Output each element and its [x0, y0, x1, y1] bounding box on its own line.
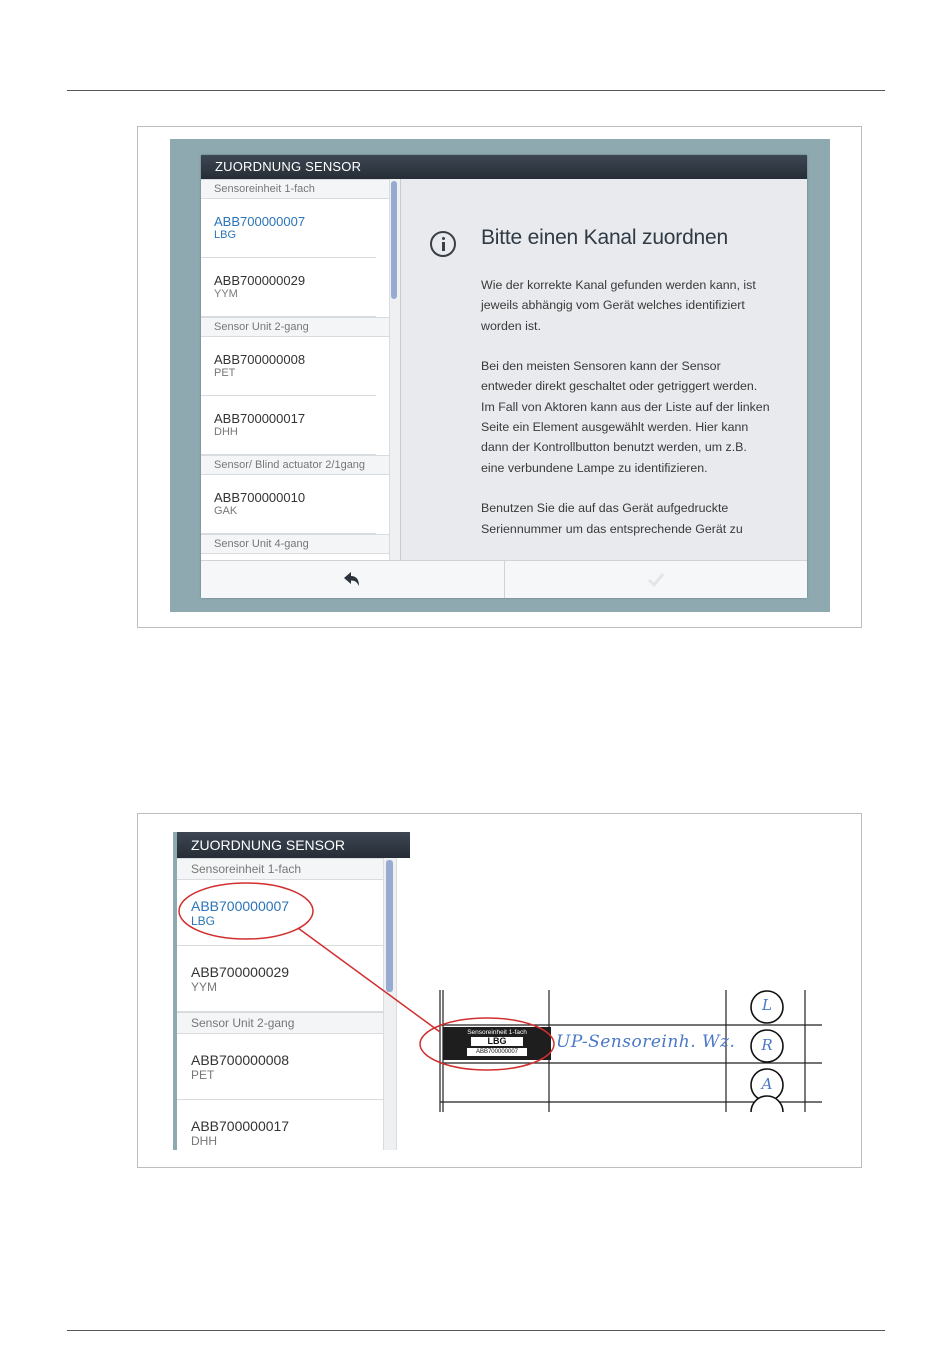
group-header: Sensor/ Blind actuator 2/1gang [201, 455, 389, 475]
item-code: DHH [214, 426, 238, 438]
item-serial: ABB700000017 [214, 411, 306, 426]
item-code: LBG [191, 914, 216, 928]
item-serial: ABB700000007 [214, 214, 306, 229]
group-header: Sensoreinheit 1-fach [177, 858, 383, 880]
item-serial: ABB700000008 [191, 1052, 290, 1068]
info-paragraph: Wie der korrekte Kanal gefunden werden kann, ist jeweils abhängig vom Gerät welches identifiziert worden ist. [481, 278, 756, 333]
bottom-rule [67, 1330, 885, 1331]
item-serial: ABB700000029 [214, 273, 306, 288]
info-paragraph: Bei den meisten Sensoren kann der Sensor entweder direkt geschaltet oder getriggert werden. Im Fall von Aktoren kann aus der Liste auf der linken Seite ein Element ausgewählt werden. Hier kann dann der Kontrollbutton benutzt werden, um z.B. eine verbundene Lampe zu identifizieren. [481, 359, 770, 475]
plan-circle-label: L [762, 996, 772, 1014]
item-serial: ABB700000010 [214, 490, 306, 505]
item-serial: ABB700000017 [191, 1118, 290, 1134]
item-code: YYM [191, 980, 218, 994]
dialog-title: ZUORDNUNG SENSOR [201, 155, 807, 179]
group-header: Sensor Unit 4-gang [201, 534, 389, 554]
label-code: LBG [471, 1037, 523, 1046]
group-header: Sensoreinheit 1-fach [201, 179, 389, 199]
item-code: YYM [214, 288, 238, 300]
item-serial: ABB700000007 [191, 898, 290, 914]
item-serial: ABB700000029 [191, 964, 290, 980]
group-header: Sensor Unit 2-gang [177, 1012, 383, 1034]
highlight-ellipse-list [179, 883, 313, 939]
item-serial: ABB700000008 [214, 352, 306, 367]
group-header: Sensor Unit 2-gang [201, 317, 389, 337]
item-code: PET [191, 1068, 215, 1082]
label-device-type: Sensoreinheit 1-fach [467, 1029, 527, 1036]
item-code: PET [214, 367, 236, 379]
highlight-ellipse-label [420, 1018, 554, 1070]
item-code: LBG [214, 229, 237, 241]
info-paragraph: Benutzen Sie die auf das Gerät aufgedruckte Seriennummer um das entsprechende Gerät zu [481, 501, 743, 536]
handwritten-note: UP-Sensoreinh. Wz. [556, 1032, 736, 1052]
label-serial: ABB700000007 [467, 1048, 527, 1056]
item-code: DHH [191, 1134, 217, 1148]
item-code: GAK [214, 505, 238, 517]
dialog-title: ZUORDNUNG SENSOR [177, 832, 410, 858]
plan-circle-label: R [761, 1036, 773, 1054]
connector-line [298, 928, 440, 1032]
info-title: Bitte einen Kanal zuordnen [481, 226, 728, 249]
plan-circle-label: A [761, 1075, 773, 1093]
